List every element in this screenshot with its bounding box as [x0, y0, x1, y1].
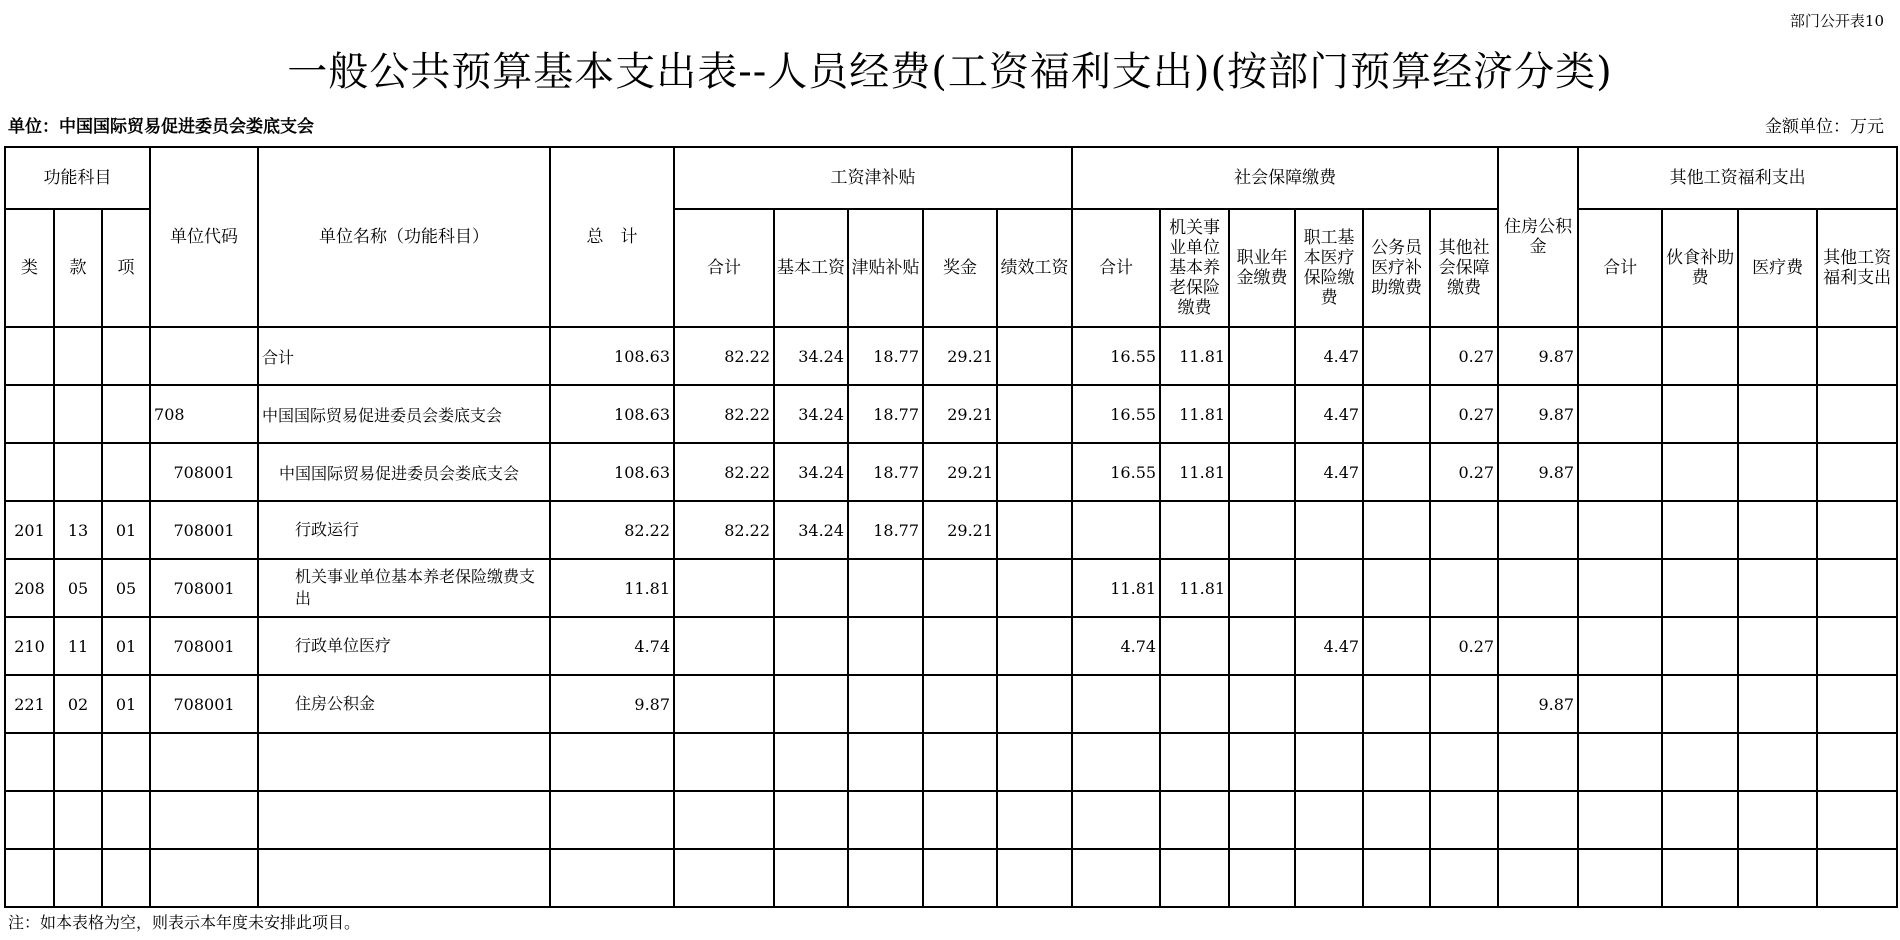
cell-bonus — [923, 733, 997, 791]
cell-soc-total — [1072, 849, 1160, 907]
cell-medical-fee — [1738, 385, 1817, 443]
cell-annuity — [1229, 733, 1295, 791]
cell-performance — [997, 559, 1072, 617]
cell-soc-total: 16.55 — [1072, 443, 1160, 501]
cell-pension — [1160, 617, 1229, 675]
cell-soc-total — [1072, 501, 1160, 559]
cell-sal-total: 82.22 — [674, 443, 774, 501]
cell-performance — [997, 443, 1072, 501]
cell-total: 9.87 — [550, 675, 674, 733]
cell-kuan — [54, 385, 102, 443]
cell-other-social: 0.27 — [1430, 327, 1498, 385]
cell-soc-total: 11.81 — [1072, 559, 1160, 617]
cell-total — [550, 791, 674, 849]
cell-kuan — [54, 733, 102, 791]
cell-lei: 210 — [5, 617, 54, 675]
cell-performance — [997, 617, 1072, 675]
cell-xiang: 05 — [102, 559, 150, 617]
cell-oth-total — [1578, 501, 1662, 559]
cell-oth-total — [1578, 675, 1662, 733]
cell-performance — [997, 327, 1072, 385]
cell-pension — [1160, 849, 1229, 907]
page-title: 一般公共预算基本支出表--人员经费(工资福利支出)(按部门预算经济分类) — [287, 49, 1613, 95]
cell-xiang — [102, 849, 150, 907]
header-code: 单位代码 — [150, 147, 258, 327]
cell-other-social: 0.27 — [1430, 617, 1498, 675]
cell-medical-fee — [1738, 791, 1817, 849]
cell-other-welfare — [1817, 327, 1897, 385]
table-row — [5, 385, 1897, 443]
cell-medical-fee — [1738, 443, 1817, 501]
cell-medical — [1295, 675, 1363, 733]
cell-performance — [997, 501, 1072, 559]
cell-lei: 208 — [5, 559, 54, 617]
cell-lei: 221 — [5, 675, 54, 733]
cell-civil-medical — [1363, 617, 1430, 675]
cell-name — [258, 849, 550, 907]
cell-civil-medical — [1363, 733, 1430, 791]
cell-medical-fee — [1738, 559, 1817, 617]
cell-soc-total: 16.55 — [1072, 385, 1160, 443]
cell-bonus — [923, 617, 997, 675]
cell-soc-total: 4.74 — [1072, 617, 1160, 675]
table-row — [5, 559, 1897, 617]
cell-sal-total — [674, 733, 774, 791]
cell-allowance — [848, 791, 923, 849]
cell-annuity — [1229, 501, 1295, 559]
cell-annuity — [1229, 385, 1295, 443]
cell-other-social: 0.27 — [1430, 443, 1498, 501]
header-total: 总 计 — [550, 147, 674, 327]
cell-housing: 9.87 — [1498, 675, 1578, 733]
cell-code: 708001 — [150, 443, 258, 501]
cell-allowance — [848, 733, 923, 791]
cell-name: 行政运行 — [258, 501, 550, 559]
cell-medical-fee — [1738, 327, 1817, 385]
cell-other-welfare — [1817, 501, 1897, 559]
cell-sal-total: 82.22 — [674, 501, 774, 559]
cell-medical — [1295, 849, 1363, 907]
cell-pension — [1160, 675, 1229, 733]
cell-sal-total: 82.22 — [674, 385, 774, 443]
cell-oth-total — [1578, 559, 1662, 617]
cell-code — [150, 327, 258, 385]
cell-kuan: 05 — [54, 559, 102, 617]
cell-medical: 4.47 — [1295, 443, 1363, 501]
header-basic-wage: 基本工资 — [774, 209, 848, 327]
cell-meal — [1662, 791, 1738, 849]
cell-pension: 11.81 — [1160, 443, 1229, 501]
cell-total: 108.63 — [550, 327, 674, 385]
cell-civil-medical — [1363, 791, 1430, 849]
cell-bonus: 29.21 — [923, 327, 997, 385]
cell-total: 4.74 — [550, 617, 674, 675]
cell-basic-wage: 34.24 — [774, 501, 848, 559]
cell-xiang: 01 — [102, 617, 150, 675]
cell-code: 708001 — [150, 559, 258, 617]
cell-civil-medical — [1363, 443, 1430, 501]
cell-meal — [1662, 559, 1738, 617]
cell-civil-medical — [1363, 327, 1430, 385]
cell-medical: 4.47 — [1295, 385, 1363, 443]
header-social-group: 社会保障缴费 — [1072, 147, 1498, 209]
header-name: 单位名称（功能科目） — [258, 147, 550, 327]
cell-medical — [1295, 559, 1363, 617]
cell-civil-medical — [1363, 501, 1430, 559]
cell-performance — [997, 385, 1072, 443]
cell-soc-total — [1072, 675, 1160, 733]
unit-label: 单位：中国国际贸易促进委员会娄底支会 — [8, 117, 314, 137]
table-row — [5, 327, 1897, 385]
header-salary-group: 工资津补贴 — [674, 147, 1072, 209]
cell-xiang — [102, 385, 150, 443]
cell-lei — [5, 733, 54, 791]
cell-lei — [5, 849, 54, 907]
table-row — [5, 849, 1897, 907]
cell-medical-fee — [1738, 733, 1817, 791]
cell-meal — [1662, 443, 1738, 501]
header-other-group: 其他工资福利支出 — [1578, 147, 1897, 209]
table-row — [5, 443, 1897, 501]
cell-housing — [1498, 617, 1578, 675]
cell-housing: 9.87 — [1498, 327, 1578, 385]
table-row — [5, 791, 1897, 849]
cell-allowance: 18.77 — [848, 443, 923, 501]
cell-xiang — [102, 791, 150, 849]
cell-housing — [1498, 791, 1578, 849]
header-housing: 住房公积金 — [1498, 147, 1578, 327]
cell-kuan — [54, 443, 102, 501]
cell-basic-wage: 34.24 — [774, 385, 848, 443]
table-row — [5, 501, 1897, 559]
cell-code — [150, 733, 258, 791]
cell-other-welfare — [1817, 385, 1897, 443]
cell-other-welfare — [1817, 849, 1897, 907]
cell-meal — [1662, 385, 1738, 443]
cell-soc-total — [1072, 733, 1160, 791]
cell-name — [258, 733, 550, 791]
cell-allowance — [848, 675, 923, 733]
header-pension: 机关事业单位基本养老保险缴费 — [1160, 209, 1229, 327]
cell-oth-total — [1578, 733, 1662, 791]
cell-annuity — [1229, 675, 1295, 733]
cell-total: 11.81 — [550, 559, 674, 617]
cell-name: 机关事业单位基本养老保险缴费支出 — [258, 559, 550, 617]
cell-total: 108.63 — [550, 385, 674, 443]
table-body — [5, 327, 1897, 907]
cell-oth-total — [1578, 617, 1662, 675]
cell-basic-wage — [774, 617, 848, 675]
cell-other-social: 0.27 — [1430, 385, 1498, 443]
cell-other-social — [1430, 675, 1498, 733]
cell-meal — [1662, 849, 1738, 907]
money-unit-label: 金额单位：万元 — [1765, 117, 1884, 137]
header-kuan: 款 — [54, 209, 102, 327]
cell-name — [258, 791, 550, 849]
cell-kuan — [54, 791, 102, 849]
cell-meal — [1662, 327, 1738, 385]
cell-housing — [1498, 733, 1578, 791]
cell-other-welfare — [1817, 733, 1897, 791]
cell-other-welfare — [1817, 675, 1897, 733]
cell-xiang — [102, 327, 150, 385]
header-medical: 职工基本医疗保险缴费 — [1295, 209, 1363, 327]
cell-allowance: 18.77 — [848, 327, 923, 385]
cell-pension — [1160, 501, 1229, 559]
cell-name: 行政单位医疗 — [258, 617, 550, 675]
cell-code — [150, 849, 258, 907]
cell-name: 合计 — [258, 327, 550, 385]
cell-performance — [997, 675, 1072, 733]
cell-civil-medical — [1363, 849, 1430, 907]
cell-civil-medical — [1363, 385, 1430, 443]
cell-total: 82.22 — [550, 501, 674, 559]
cell-total — [550, 733, 674, 791]
cell-medical — [1295, 501, 1363, 559]
cell-basic-wage — [774, 559, 848, 617]
header-civil-medical: 公务员医疗补助缴费 — [1363, 209, 1430, 327]
cell-lei — [5, 443, 54, 501]
cell-pension — [1160, 733, 1229, 791]
header-xiang: 项 — [102, 209, 150, 327]
header-performance: 绩效工资 — [997, 209, 1072, 327]
cell-kuan: 13 — [54, 501, 102, 559]
header-lei: 类 — [5, 209, 54, 327]
cell-other-welfare — [1817, 443, 1897, 501]
cell-housing — [1498, 849, 1578, 907]
cell-medical-fee — [1738, 849, 1817, 907]
header-meal: 伙食补助费 — [1662, 209, 1738, 327]
cell-total: 108.63 — [550, 443, 674, 501]
cell-bonus — [923, 559, 997, 617]
cell-housing: 9.87 — [1498, 385, 1578, 443]
cell-meal — [1662, 617, 1738, 675]
table-row — [5, 675, 1897, 733]
cell-civil-medical — [1363, 675, 1430, 733]
cell-annuity — [1229, 617, 1295, 675]
cell-oth-total — [1578, 385, 1662, 443]
cell-oth-total — [1578, 791, 1662, 849]
cell-lei — [5, 385, 54, 443]
cell-other-social — [1430, 501, 1498, 559]
header-other-welfare: 其他工资福利支出 — [1817, 209, 1897, 327]
cell-other-social — [1430, 559, 1498, 617]
cell-housing — [1498, 501, 1578, 559]
cell-name: 中国国际贸易促进委员会娄底支会 — [258, 385, 550, 443]
cell-soc-total: 16.55 — [1072, 327, 1160, 385]
footnote: 注：如本表格为空，则表示本年度未安排此项目。 — [8, 913, 361, 932]
cell-medical — [1295, 791, 1363, 849]
header-bonus: 奖金 — [923, 209, 997, 327]
cell-medical: 4.47 — [1295, 617, 1363, 675]
cell-oth-total — [1578, 443, 1662, 501]
cell-pension — [1160, 791, 1229, 849]
cell-xiang — [102, 443, 150, 501]
cell-housing: 9.87 — [1498, 443, 1578, 501]
cell-other-social — [1430, 733, 1498, 791]
cell-bonus: 29.21 — [923, 385, 997, 443]
cell-kuan: 02 — [54, 675, 102, 733]
cell-total — [550, 849, 674, 907]
cell-allowance: 18.77 — [848, 501, 923, 559]
cell-meal — [1662, 675, 1738, 733]
cell-performance — [997, 791, 1072, 849]
header-soc-total: 合计 — [1072, 209, 1160, 327]
cell-sal-total: 82.22 — [674, 327, 774, 385]
cell-code: 708001 — [150, 501, 258, 559]
cell-basic-wage — [774, 791, 848, 849]
cell-basic-wage: 34.24 — [774, 443, 848, 501]
header-func: 功能科目 — [5, 147, 150, 209]
cell-medical-fee — [1738, 617, 1817, 675]
cell-other-welfare — [1817, 791, 1897, 849]
cell-soc-total — [1072, 791, 1160, 849]
cell-sal-total — [674, 559, 774, 617]
cell-name: 中国国际贸易促进委员会娄底支会 — [258, 443, 550, 501]
cell-civil-medical — [1363, 559, 1430, 617]
cell-bonus: 29.21 — [923, 501, 997, 559]
cell-kuan — [54, 327, 102, 385]
cell-allowance: 18.77 — [848, 385, 923, 443]
cell-kuan — [54, 849, 102, 907]
cell-meal — [1662, 733, 1738, 791]
cell-other-social — [1430, 791, 1498, 849]
cell-xiang: 01 — [102, 675, 150, 733]
cell-annuity — [1229, 791, 1295, 849]
cell-medical-fee — [1738, 501, 1817, 559]
cell-bonus — [923, 849, 997, 907]
header-medical-fee: 医疗费 — [1738, 209, 1817, 327]
cell-code — [150, 791, 258, 849]
cell-bonus — [923, 791, 997, 849]
cell-lei — [5, 327, 54, 385]
cell-basic-wage — [774, 675, 848, 733]
cell-medical: 4.47 — [1295, 327, 1363, 385]
cell-allowance — [848, 849, 923, 907]
cell-basic-wage — [774, 849, 848, 907]
header-annuity: 职业年金缴费 — [1229, 209, 1295, 327]
cell-annuity — [1229, 327, 1295, 385]
cell-pension: 11.81 — [1160, 385, 1229, 443]
cell-annuity — [1229, 849, 1295, 907]
cell-pension: 11.81 — [1160, 559, 1229, 617]
cell-pension: 11.81 — [1160, 327, 1229, 385]
cell-sal-total — [674, 675, 774, 733]
cell-xiang — [102, 733, 150, 791]
cell-kuan: 11 — [54, 617, 102, 675]
cell-name: 住房公积金 — [258, 675, 550, 733]
cell-code: 708 — [150, 385, 258, 443]
cell-bonus — [923, 675, 997, 733]
header-oth-total: 合计 — [1578, 209, 1662, 327]
cell-allowance — [848, 617, 923, 675]
cell-medical — [1295, 733, 1363, 791]
cell-lei: 201 — [5, 501, 54, 559]
cell-sal-total — [674, 849, 774, 907]
cell-bonus: 29.21 — [923, 443, 997, 501]
cell-annuity — [1229, 443, 1295, 501]
header-allowance: 津贴补贴 — [848, 209, 923, 327]
cell-oth-total — [1578, 849, 1662, 907]
cell-lei — [5, 791, 54, 849]
cell-annuity — [1229, 559, 1295, 617]
header-sal-total: 合计 — [674, 209, 774, 327]
cell-performance — [997, 849, 1072, 907]
cell-other-welfare — [1817, 559, 1897, 617]
cell-sal-total — [674, 617, 774, 675]
table-row — [5, 733, 1897, 791]
cell-basic-wage: 34.24 — [774, 327, 848, 385]
header-other-social: 其他社会保障缴费 — [1430, 209, 1498, 327]
cell-code: 708001 — [150, 675, 258, 733]
cell-sal-total — [674, 791, 774, 849]
cell-allowance — [848, 559, 923, 617]
cell-other-social — [1430, 849, 1498, 907]
cell-medical-fee — [1738, 675, 1817, 733]
table-number-label: 部门公开表10 — [1789, 12, 1884, 30]
table-row — [5, 617, 1897, 675]
cell-xiang: 01 — [102, 501, 150, 559]
cell-basic-wage — [774, 733, 848, 791]
cell-other-welfare — [1817, 617, 1897, 675]
cell-code: 708001 — [150, 617, 258, 675]
cell-meal — [1662, 501, 1738, 559]
cell-oth-total — [1578, 327, 1662, 385]
cell-housing — [1498, 559, 1578, 617]
cell-performance — [997, 733, 1072, 791]
budget-table — [4, 146, 1898, 908]
